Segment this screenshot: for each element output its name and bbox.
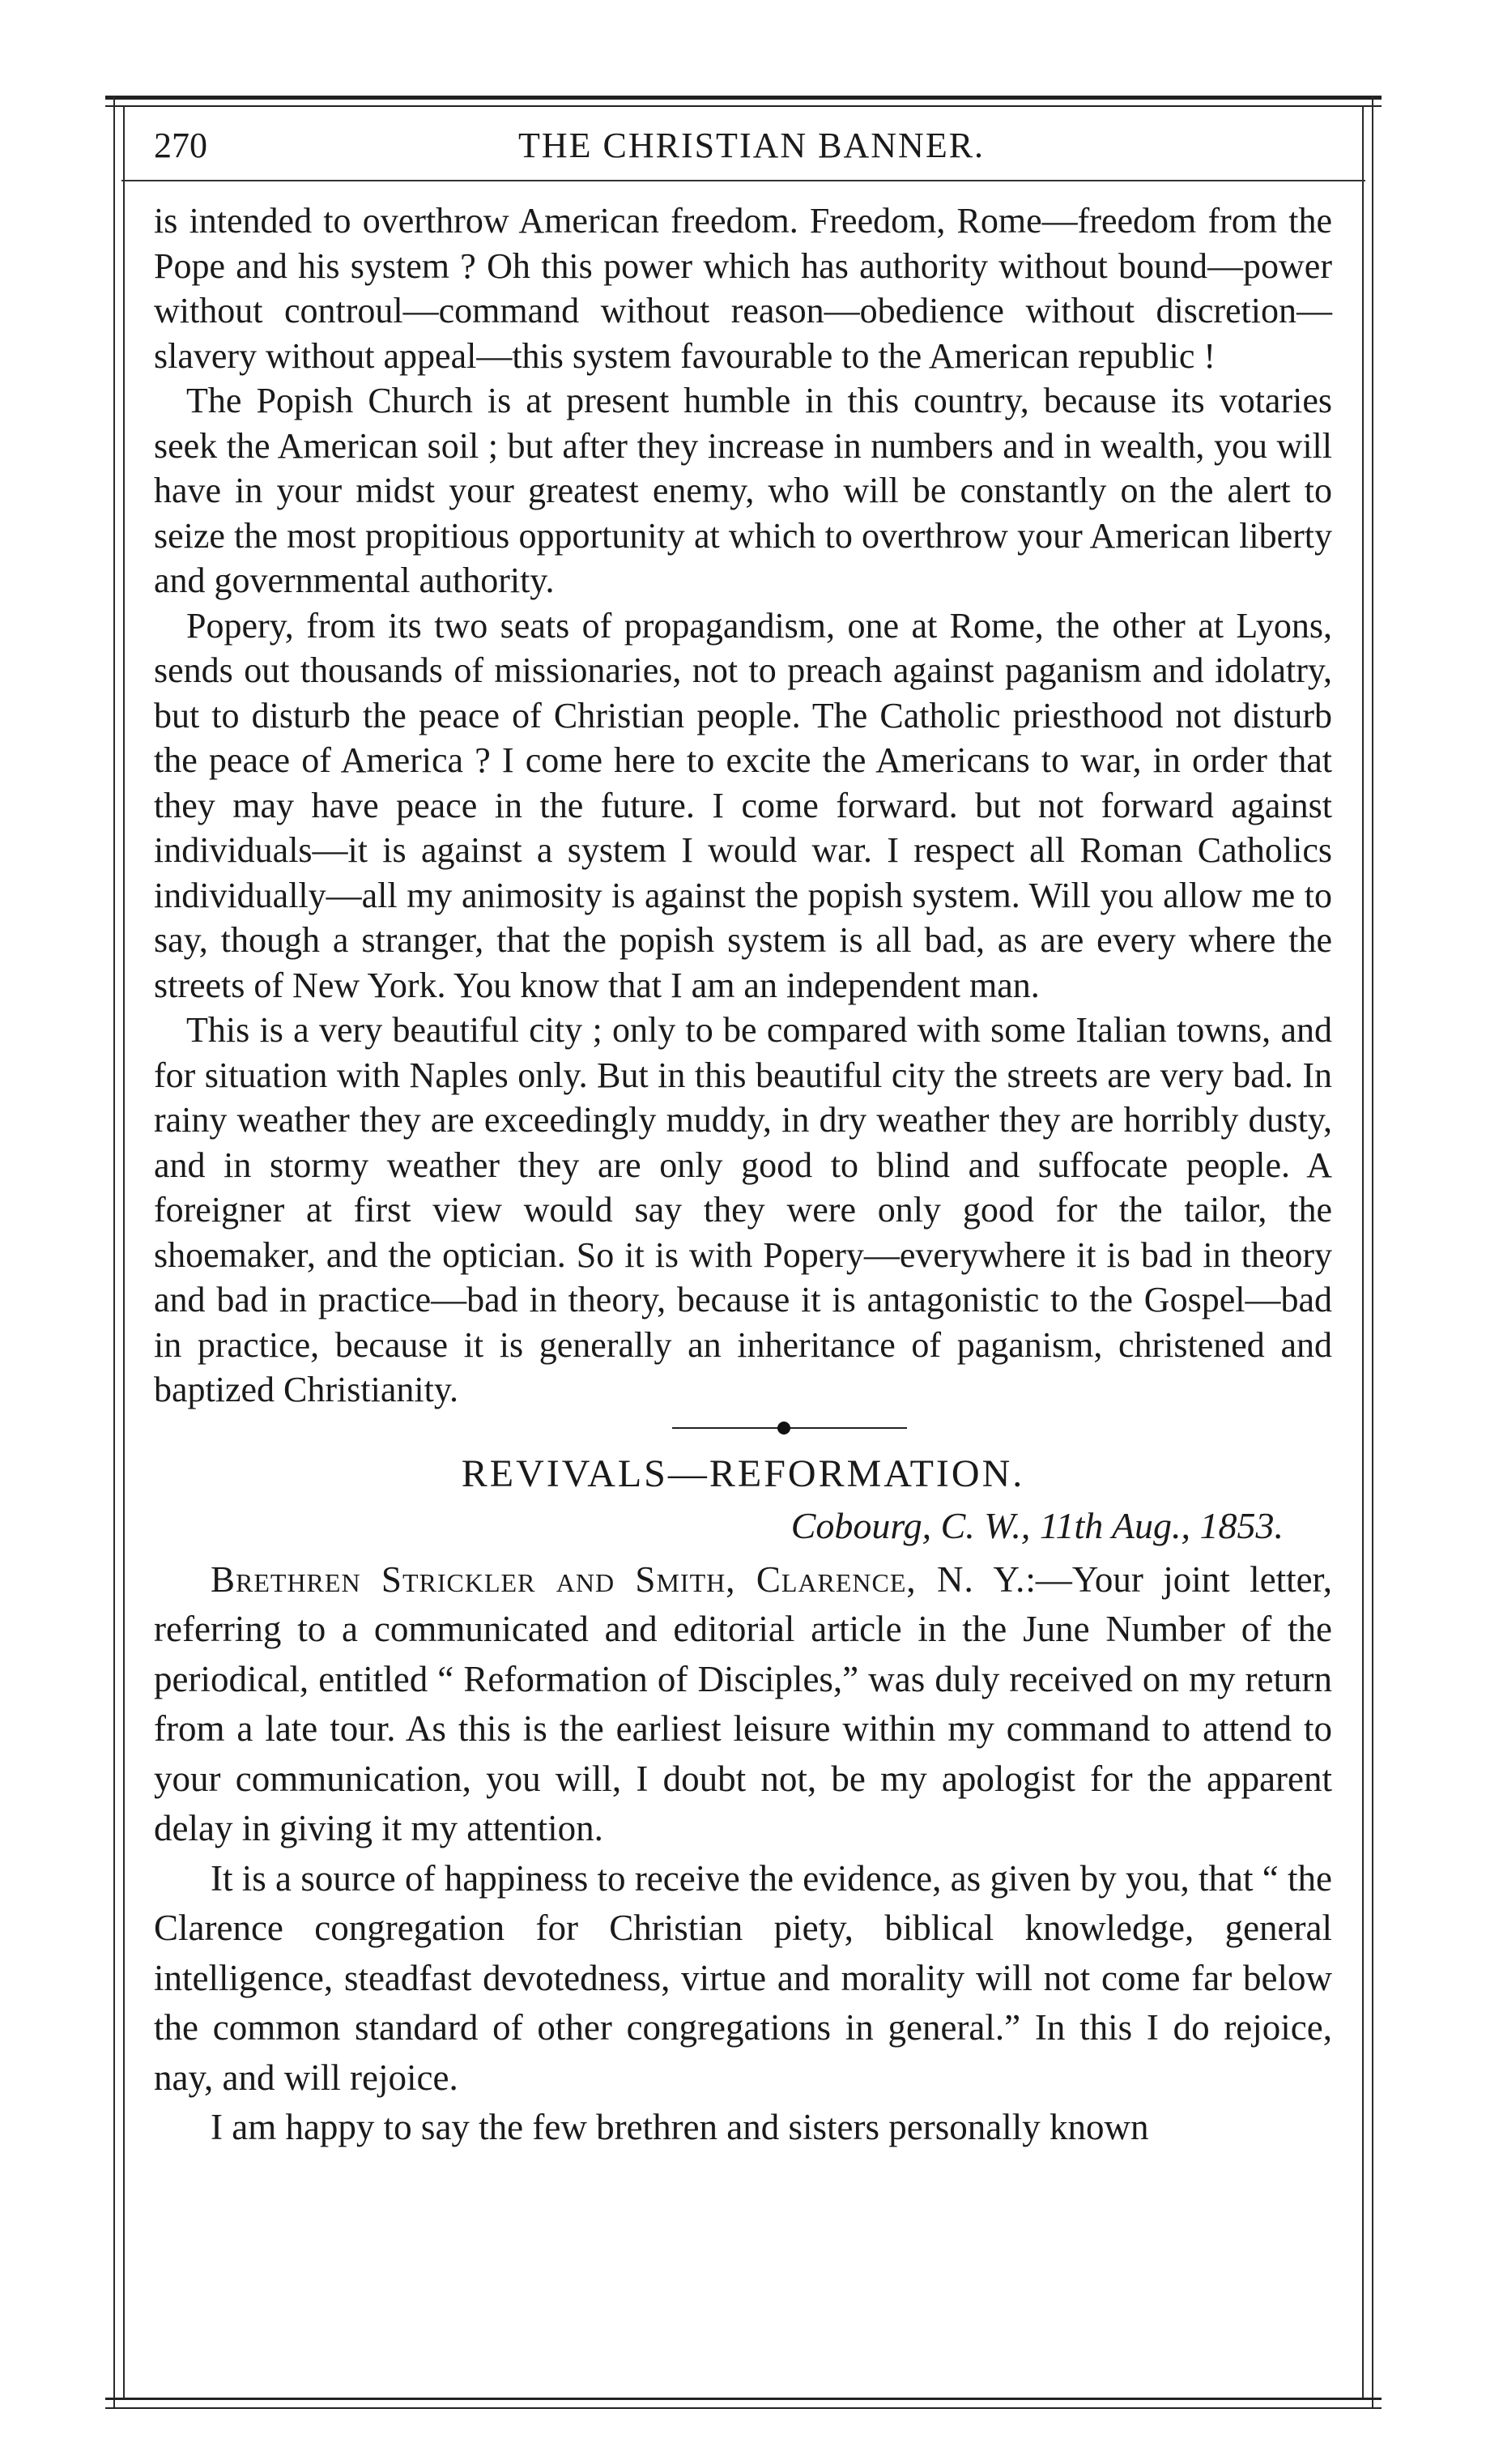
page-header [154,121,1349,175]
section-divider [154,1414,1332,1442]
top-border-rule-thin [105,105,1382,107]
salutation: Brethren Strickler and Smith, Clarence, N. Y. [211,1558,1026,1600]
divider-dot-icon [777,1422,790,1434]
paragraph: I am happy to say the few brethren and sisters personally known [211,2107,1149,2147]
left-border-rule [113,96,115,2409]
paragraph: The Popish Church is at present humble in this country, because its votaries seek the American soil ; but after they increase in numbers and in wealth, you will have in your midst your greatest enemy, who will be constantly on the alert to seize the most propitious opportunity at which to overthrow your American liberty and governmental authority. [154,381,1332,600]
right-border-rule [1372,96,1373,2409]
top-border-rule [105,96,1382,100]
right-inner-border-rule [1362,105,1364,2399]
left-inner-border-rule [123,105,125,2399]
article-popery [154,198,1332,1413]
paragraph: is intended to overthrow American freedom. Freedom, Rome—freedom from the Pope and his system ? Oh this power which has authority without bound—power without controul—command without reason—obedience without discretion—slavery without appeal—this system favourable to the American republic ! [154,201,1332,376]
running-title: THE CHRISTIAN BANNER. [517,126,986,165]
paragraph [154,1555,1332,1854]
page-content [154,198,1332,2153]
header-rule [121,180,1365,181]
page-number: 270 [154,126,207,165]
article-revivals [154,1555,1332,2153]
paragraph-body: :—Your joint letter, referring to a communicated and editorial article in the June Number of the periodical, entitled “ Reformation of Disciples,” was duly received on my return from a late tour. As this is the earliest leisure within my command to attend to your communication, you will, I doubt not, be my apologist for the apparent delay in giving it my attention. [154,1558,1332,1848]
bottom-border-rule-thin [105,2407,1382,2409]
section-heading: REVIVALS—REFORMATION. [461,1452,1025,1495]
paragraph: It is a source of happiness to receive the evidence, as given by you, that “ the Clarence congregation for Christian piety, biblical knowledge, general intelligence, steadfast devotedness, virtue and morality will not come far below the common standard of other congregations in general.” In this I do rejoice, nay, and will rejoice. [154,1857,1332,2098]
dateline: Cobourg, C. W., 11th Aug., 1853. [790,1504,1284,1546]
bottom-border-rule [105,2398,1382,2400]
paragraph: This is a very beautiful city ; only to be compared with some Italian towns, and for situation with Naples only. But in this beautiful city the streets are very bad. In rainy weather they are exceedingly muddy, in dry weather they are horribly dusty, and in stormy weather they are only good to blind and suffocate people. A foreigner at first view would say they were only good for the tailor, the shoemaker, and the optician. So it is with Popery—everywhere it is bad in theory and bad in practice—bad in theory, because it is antagonistic to the Gospel—bad in practice, because it is generally an inheritance of paganism, christened and baptized Christianity. [154,1010,1332,1409]
paragraph: Popery, from its two seats of propagandism, one at Rome, the other at Lyons, sends out thousands of missionaries, not to preach against paganism and idolatry, but to disturb the peace of Christian people. The Catholic priesthood not disturb the peace of America ? I come here to excite the Americans to war, in order that they may have peace in the future. I come forward. but not forward against individuals—it is against a system I would war. I respect all Roman Catholics individually—all my animosity is against the popish system. Will you allow me to say, though a stranger, that the popish system is all bad, as are every where the streets of New York. You know that I am an independent man. [154,605,1332,1005]
